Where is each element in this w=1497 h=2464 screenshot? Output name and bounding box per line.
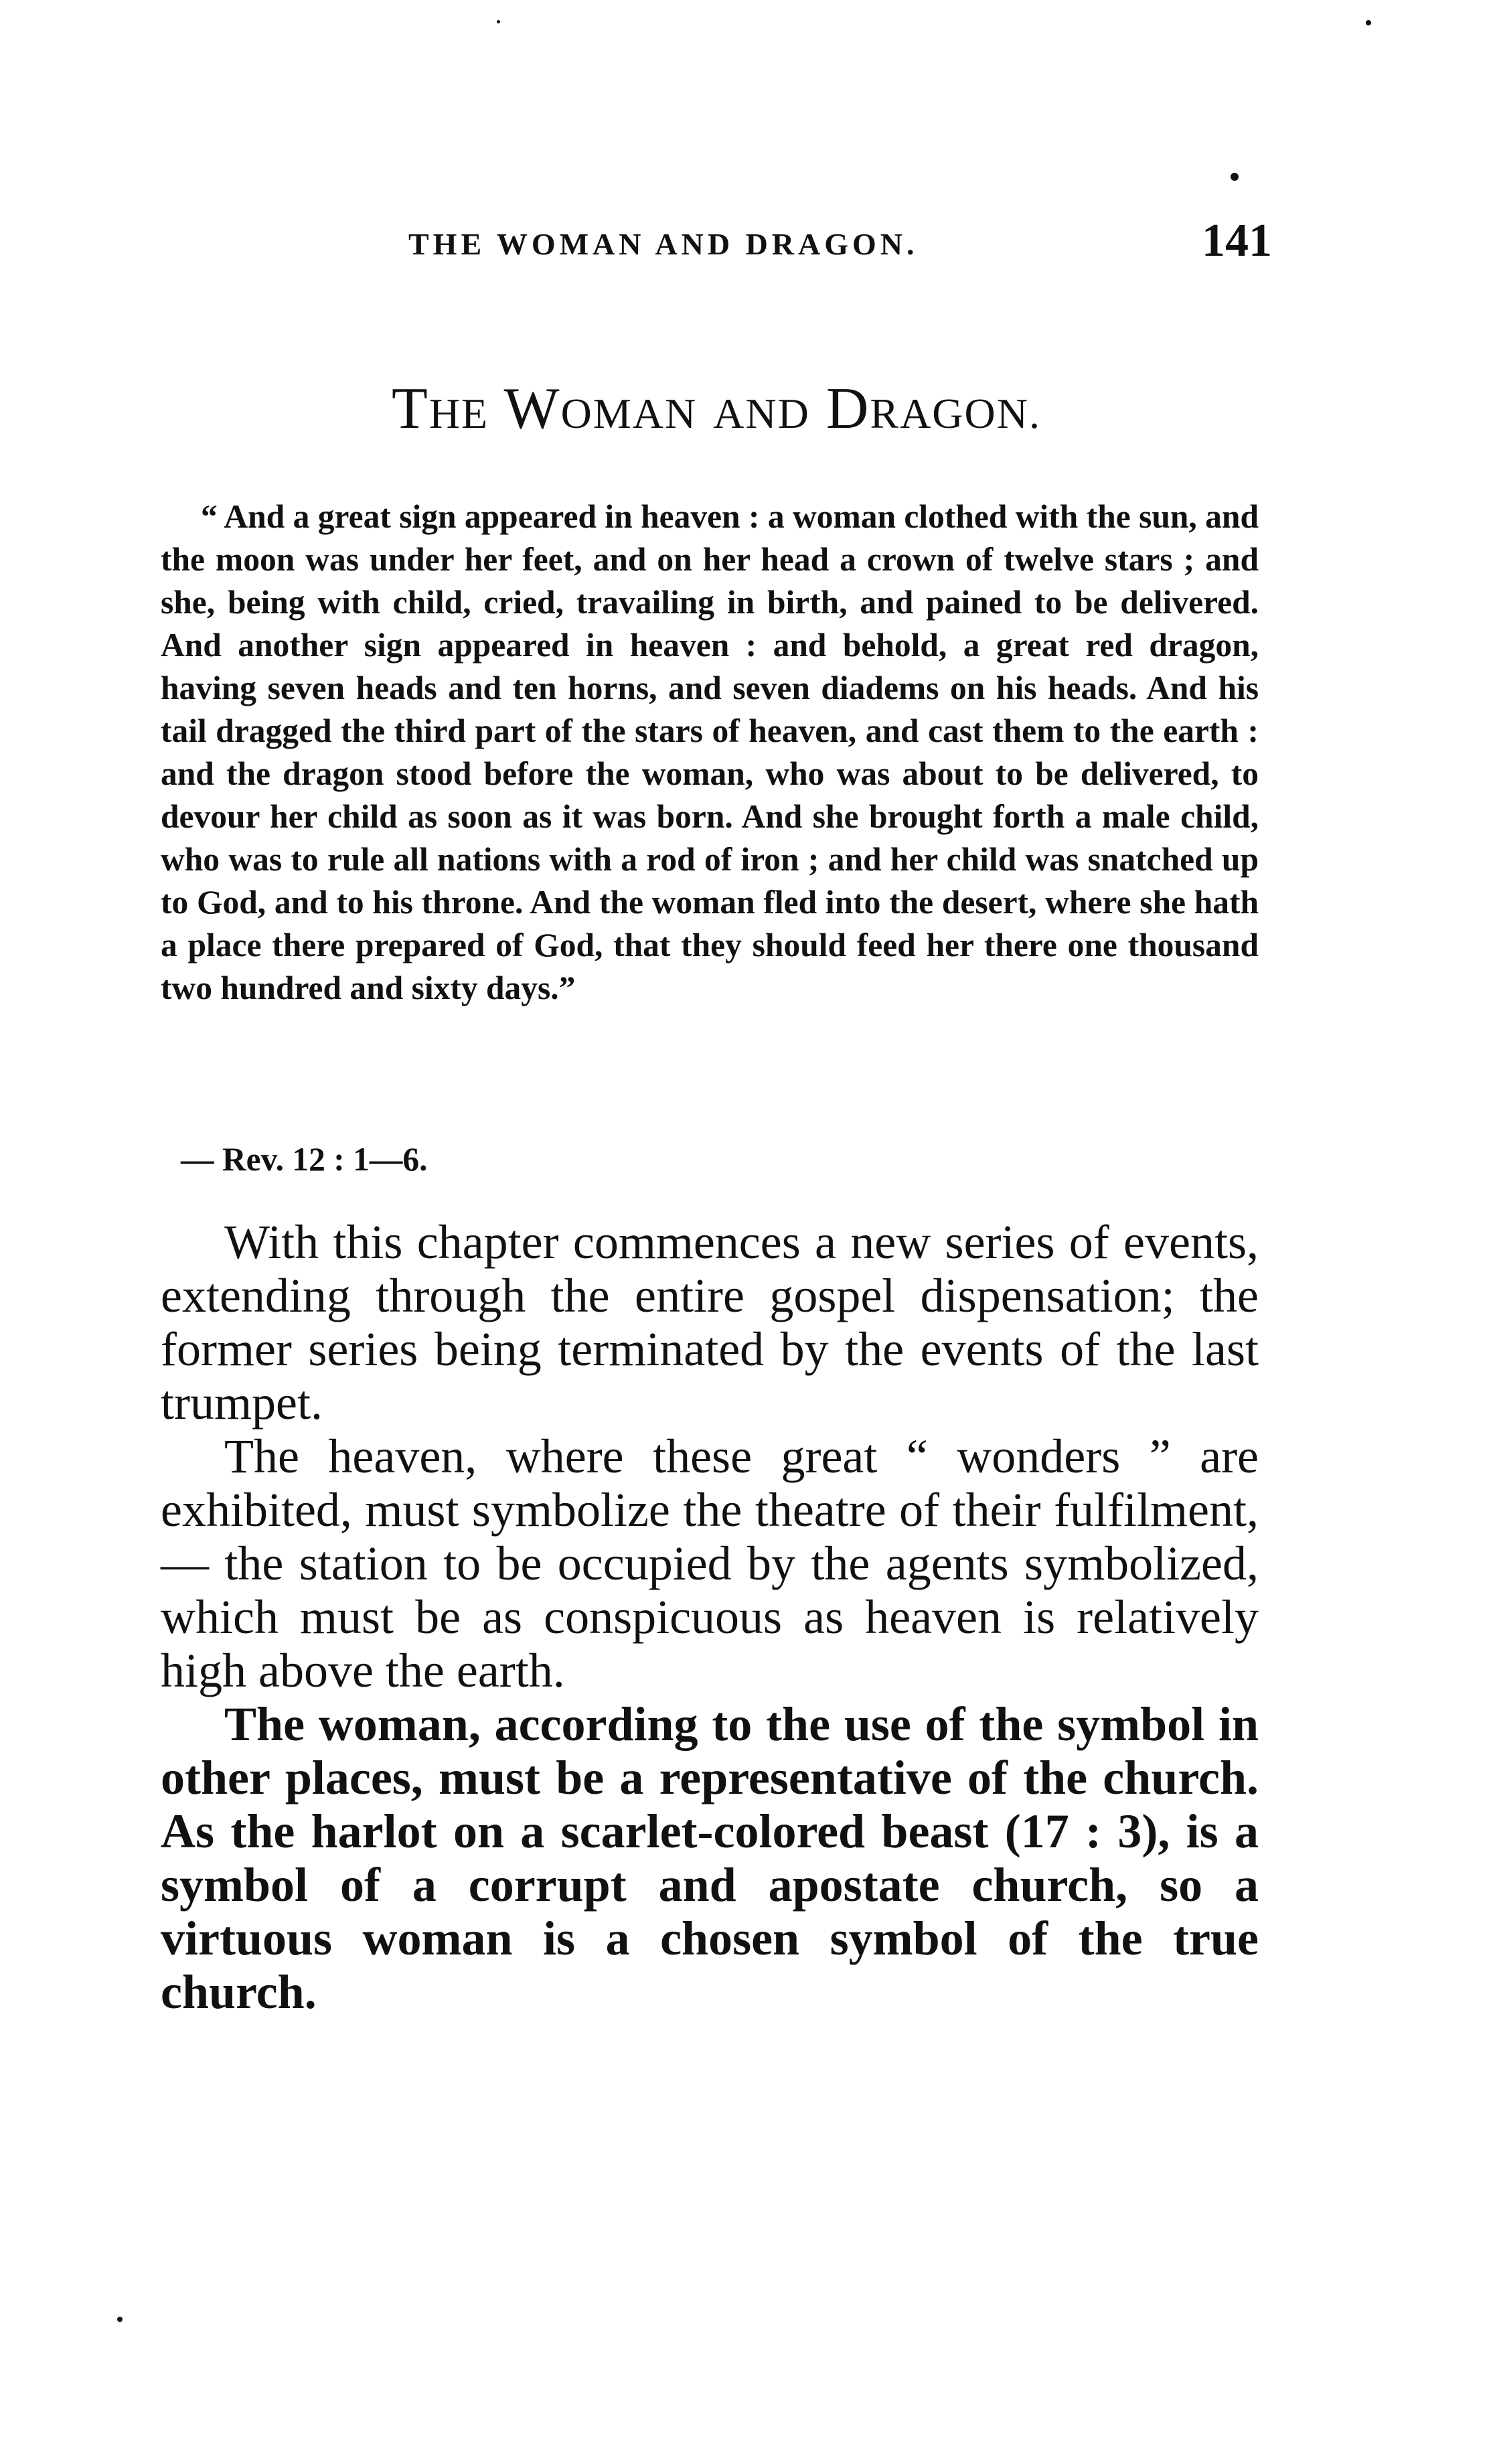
body-text bbox=[161, 1215, 1259, 2019]
scripture-quotation: “ And a great sign appeared in heaven : a woman clothed with the sun, and the moon was under her feet, and on her head a crown of twelve stars ; and she, being with child, cried, travailing in birth, and pained to be delivered. And another sign appeared in heaven : and behold, a great red dragon, having seven heads and ten horns, and seven diadems on his heads. And his tail dragged the third part of the stars of heaven, and cast them to the earth : and the dragon stood before the woman, who was about to be delivered, to devour her child as soon as it was born. And she brought forth a male child, who was to rule all nations with a rod of iron ; and her child was snatched up to God, and to his throne. And the woman fled into the desert, where she hath a place there prepared of God, that they should feed her there one thousand two hundred and sixty days.” bbox=[161, 498, 1259, 1006]
chapter-title-smallcaps: RAGON. bbox=[870, 390, 1041, 437]
running-title: THE WOMAN AND DRAGON. bbox=[408, 227, 919, 261]
ink-speck bbox=[1366, 20, 1371, 25]
chapter-title-smallcaps: HE bbox=[428, 390, 489, 437]
chapter-title-initial: T bbox=[392, 376, 429, 441]
paragraph: The heaven, where these great “ wonders ” are exhibited, must symbolize the theatre of their fulfilment, — the station to be occupied by the agents symbolized, which must be as conspicuous as heaven is relatively high above the earth. bbox=[161, 1430, 1259, 1697]
running-head bbox=[161, 214, 1272, 275]
chapter-title-initial: W bbox=[503, 376, 561, 441]
paragraph: The woman, according to the use of the symbol in other places, must be a representative of the church. As the harlot on a scarlet-colored beast (17 : 3), is a symbol of a corrupt and apostate church, so a virtuous woman is a chosen symbol of the true church. bbox=[161, 1697, 1259, 2019]
ink-speck bbox=[1231, 173, 1239, 181]
chapter-title-initial: D bbox=[825, 376, 870, 441]
chapter-title-smallcaps: AND bbox=[713, 390, 810, 437]
chapter-title bbox=[161, 375, 1272, 443]
chapter-title-smallcaps: OMAN bbox=[560, 390, 698, 437]
scripture-citation: — Rev. 12 : 1—6. bbox=[181, 1141, 428, 1178]
paragraph: With this chapter commences a new series of events, extending through the entire gospel dispensation; the former series being terminated by the events of the last trumpet. bbox=[161, 1215, 1259, 1430]
ink-speck bbox=[497, 20, 500, 23]
ink-speck bbox=[117, 2317, 123, 2322]
page-number: 141 bbox=[1202, 215, 1272, 266]
